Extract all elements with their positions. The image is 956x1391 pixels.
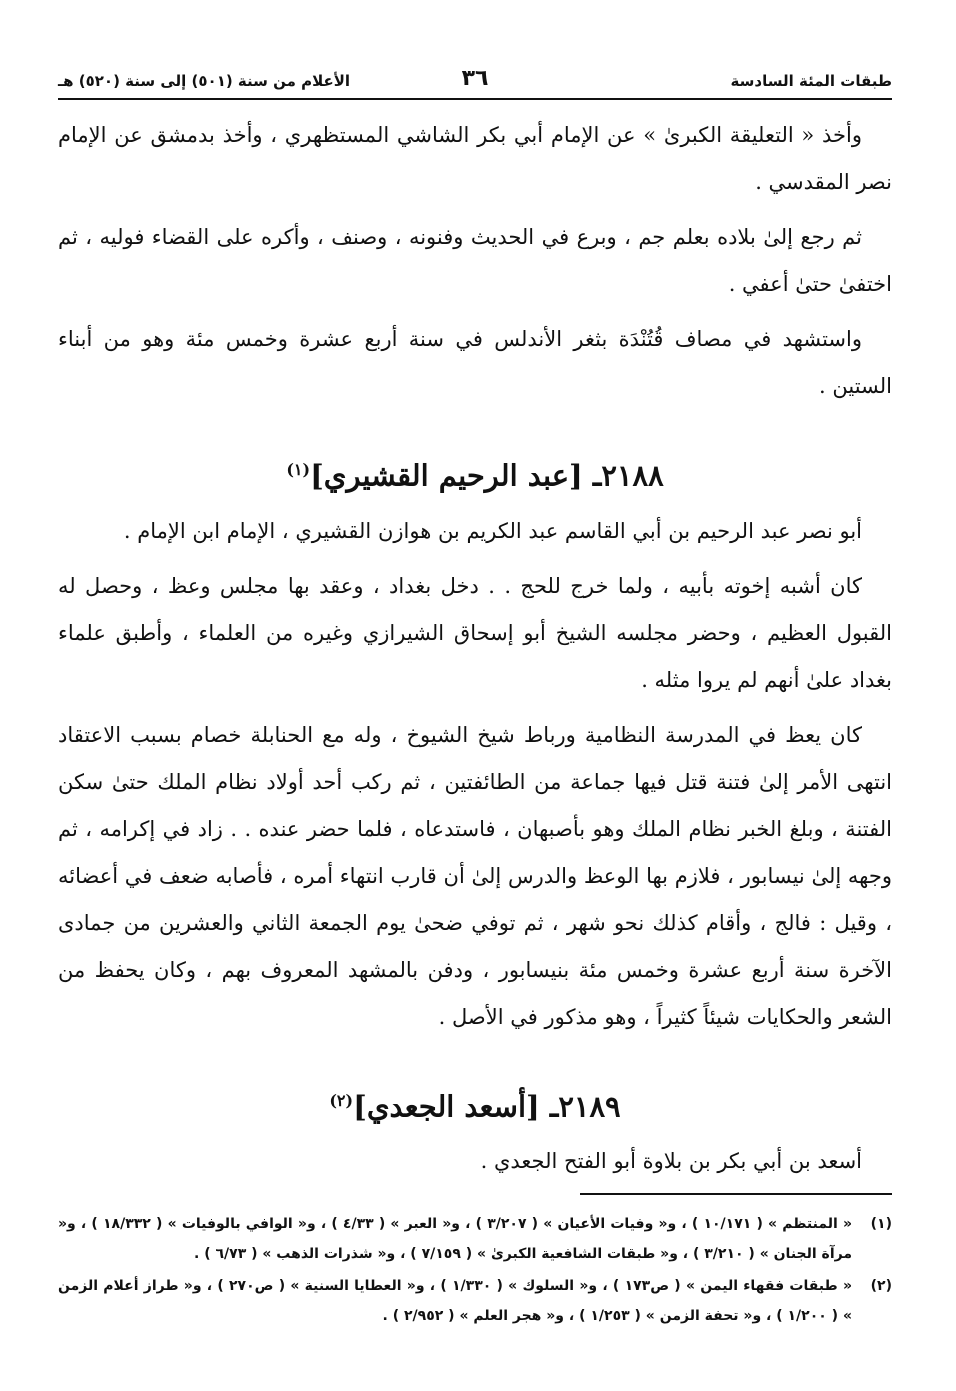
footnote-text: « المنتظم » ( ١٠/١٧١ ) ، و« وفيات الأعيان » ( ٣/٢٠٧ ) ، و« العبر » ( ٤/٣٣ ) ، و« الوافي بالوفيات » ( ١٨/٣٣٢ ) ، و« مرآة الجنان » ( ٣/٢١٠ ) ، و« طبقات الشافعية الكبرىٰ » ( ٧/١٥٩ ) ، و« شذرات الذهب » ( ٦/٧٣ ) . xyxy=(58,1216,852,1263)
footnote-reference: (٢) xyxy=(329,1090,354,1110)
paragraph: كان أشبه إخوته بأبيه ، ولما خرج للحج . . دخل بغداد ، وعقد بها مجلس وعظ ، وحصل له القبول العظيم ، وحضر مجلسه الشيخ أبو إسحاق الشيرازي وغيره من العلماء ، وأطبق علماء بغداد علىٰ أنهم لم يروا مثله . xyxy=(58,573,892,692)
footnote xyxy=(58,1209,892,1269)
page-number: ٣٦ xyxy=(461,66,489,91)
footnote-number: (١) xyxy=(870,1216,892,1233)
paragraph: واستشهد في مصاف قُتُنْدَة بثغر الأندلس في سنة أربع عشرة وخمس مئة وهو من أبناء الستين . xyxy=(58,327,892,398)
entry-heading xyxy=(58,1077,892,1131)
paragraph: أبو نصر عبد الرحيم بن أبي القاسم عبد الكريم بن هوازن القشيري ، الإمام ابن الإمام . xyxy=(123,518,862,543)
footnote-text: « طبقات فقهاء اليمن » ( ص١٧٣ ) ، و« السلوك » ( ١/٣٣٠ ) ، و« العطايا السنية » ( ص٢٧٠ ) ، و« طراز أعلام الزمن » ( ١/٢٠٠ ) ، و« تحفة الزمن » ( ١/٢٥٣ ) ، و« هجر العلم » ( ٢/٩٥٢ ) . xyxy=(58,1278,852,1325)
paragraph: ثم رجع إلىٰ بلاده بعلم جم ، وبرع في الحديث وفنونه ، وصنف ، وأكره على القضاء فوليه ، ثم اختفىٰ حتىٰ أعفي . xyxy=(58,225,892,296)
running-head-book-title: طبقات المئة السادسة xyxy=(730,72,892,90)
footnote-number: (٢) xyxy=(870,1278,892,1295)
entry-title: ٢١٨٨ـ [عبد الرحيم القشيري] xyxy=(310,458,664,493)
book-page xyxy=(58,64,892,1333)
footnote-reference: (١) xyxy=(286,460,311,479)
entry-heading xyxy=(58,446,892,500)
paragraph: وأخذ « التعليقة الكبرىٰ » عن الإمام أبي بكر الشاشي المستظهري ، وأخذ بدمشق عن الإمام نصر المقدسي . xyxy=(58,123,892,194)
main-text xyxy=(58,112,892,1185)
footnotes xyxy=(58,1209,892,1331)
running-head xyxy=(58,64,892,100)
entry-title: ٢١٨٩ـ [أسعد الجعدي] xyxy=(353,1089,621,1124)
paragraph: أسعد بن أبي بكر بن بلاوة أبو الفتح الجعدي . xyxy=(480,1149,862,1174)
footnote xyxy=(58,1271,892,1331)
footnote-separator xyxy=(580,1193,892,1195)
running-head-section-title: الأعلام من سنة (٥٠١) إلى سنة (٥٢٠) هـ xyxy=(58,72,351,90)
paragraph: كان يعظ في المدرسة النظامية ورباط شيخ الشيوخ ، وله مع الحنابلة خصام بسبب الاعتقاد انتهى الأمر إلىٰ فتنة قتل فيها جماعة من الطائفتين ، ثم ركب أحد أولاد نظام الملك حتىٰ سكن الفتنة ، وبلغ الخبر نظام الملك وهو بأصبهان ، فاستدعاه ، فلما حضر عنده . . زاد في إكرامه ، ثم وجهه إلىٰ نيسابور ، فلازم بها الوعظ والدرس إلىٰ أن قارب انتهاء أمره ، فأصابه ضعف في أعضائه ، وقيل : فالج ، وأقام كذلك نحو شهر ، ثم توفي ضحىٰ يوم الجمعة الثاني والعشرين من جمادى الآخرة سنة أربع عشرة وخمس مئة بنيسابور ، ودفن بالمشهد المعروف بهم ، وكان يحفظ من الشعر والحكايات شيئاً كثيراً ، وهو مذكور في الأصل . xyxy=(58,722,892,1029)
